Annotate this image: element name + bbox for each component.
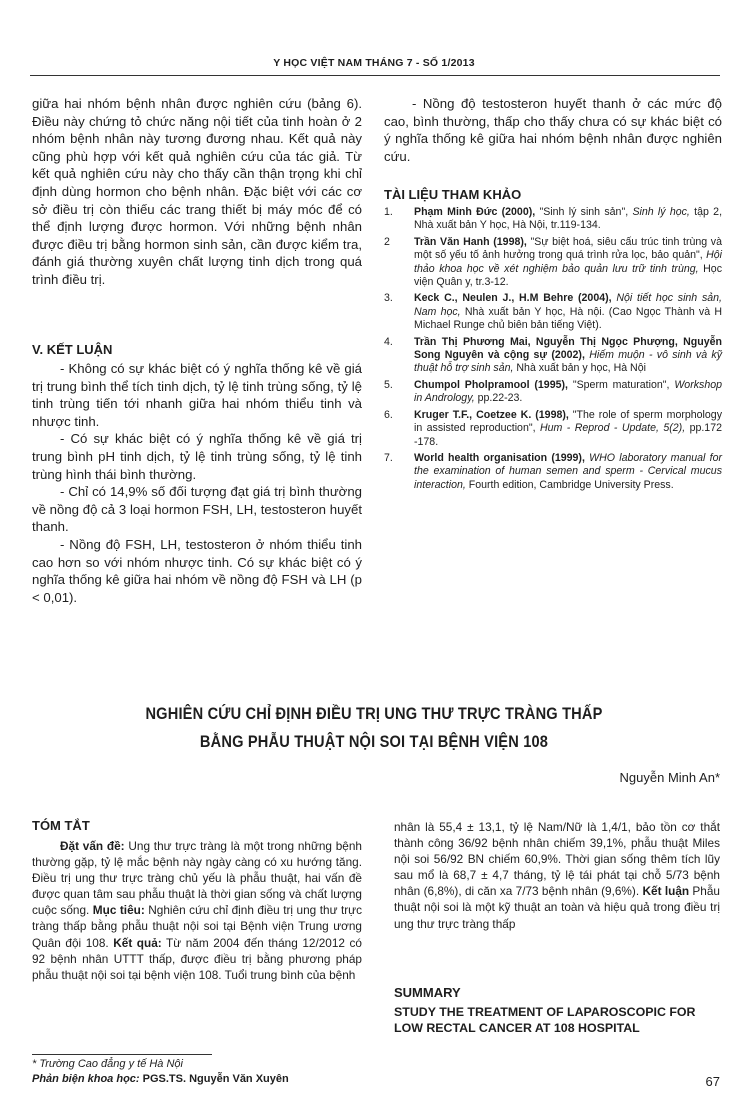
conclusion-heading: V. KẾT LUẬN [32,342,113,357]
conclusion-item: - Có sự khác biệt có ý nghĩa thống kê về giá trị trung bình pH tinh dịch, tỷ lệ tinh trùng sống, tỷ lệ tinh trùng hình thái bình thường. [32,431,362,482]
abstract-heading: TÓM TẮT [32,818,90,833]
conclusion-item: - Chỉ có 14,9% số đối tượng đạt giá trị bình thường về nồng độ cả 3 loại hormon FSH, LH, testosteron huyết thanh. [32,484,362,535]
conclusion-item: - Không có sự khác biệt có ý nghĩa thống kê về giá trị trung bình thể tích tinh dịch, tỷ lệ tinh trùng sống, tỷ lệ tinh trùng tiến tới nhanh giữa hai nhóm thiểu tinh và nhược tinh. [32,361,362,429]
header-divider [30,75,720,76]
journal-header: Y HỌC VIỆT NAM THÁNG 7 - SỐ 1/2013 [273,57,475,69]
references-list [384,206,722,495]
reference-item: 2 Trần Văn Hanh (1998), "Sự biệt hoá, siêu cấu trúc tinh trùng và một số yếu tố ảnh hưởng trong quá trình rửa lọc, bảo quản", Hội thảo khoa học về xét nghiệm bảo quản lưu trữ tinh trùng, Học viện Quân y, tr.3-12. [384,235,722,289]
discussion-paragraph: giữa hai nhóm bệnh nhân được nghiên cứu (bảng 6). Điều này chứng tỏ chức năng nội tiết của tinh hoàn ở 2 nhóm bệnh nhân này tương đương nhau. Kết quả này cũng phù hợp với kết quả nghiên cứu của tác giả. Từ kết quả nghiên cứu này cho thấy cần thận trọng khi chỉ định dùng hormon cho bệnh nhân. Đặc biệt với các cơ sở điều trị còn thiếu các trang thiết bị máy móc để có thể định lượng được hormon. Với những bệnh nhân được điều trị bằng hormon sinh sản, cần được kiểm tra, đánh giá thường xuyên chất lượng tinh dịch trong quá trình điều trị. [32,96,362,287]
conclusion-item-right: - Nồng độ testosteron huyết thanh ở các mức độ cao, bình thường, thấp cho thấy chưa có sự khác biệt có ý nghĩa thống kê giữa hai nhóm bệnh nhân được nghiên cứu. [384,96,722,164]
reference-item: 3. Keck C., Neulen J., H.M Behre (2004), Nội tiết học sinh sản, Nam học, Nhà xuất bản Y học, Hà nội. (Cao Ngọc Thành và H Michael Runge chủ biên bản tiếng Việt). [384,292,722,332]
reference-item: 5. Chumpol Pholpramool (1995), "Sperm maturation", Workshop in Andrology, pp.22-23. [384,378,722,405]
conclusion-list [32,360,362,606]
reference-item: 4. Trần Thị Phương Mai, Nguyễn Thị Ngọc Phượng, Nguyễn Song Nguyên và cộng sự (2002), Hiếm muộn - vô sinh và kỹ thuật hỗ trợ sinh sản, Nhà xuất bản y học, Hà Nội [384,335,722,375]
footnote [32,1057,289,1087]
footnote-divider [32,1054,212,1055]
article-title-line: BẰNG PHẪU THUẬT NỘI SOI TẠI BỆNH VIỆN 108 [199,732,549,751]
article-title-line: NGHIÊN CỨU CHỈ ĐỊNH ĐIỀU TRỊ UNG THƯ TRỰC TRÀNG THẤP [145,704,603,723]
reference-item: 7. World health organisation (1999), WHO laboratory manual for the examination of human semen and sperm - Cervical mucus interaction, Fourth edition, Cambridge University Press. [384,451,722,491]
summary-title: STUDY THE TREATMENT OF LAPAROSCOPIC FOR LOW RECTAL CANCER AT 108 HOSPITAL [394,1005,696,1035]
page-number: 67 [705,1074,720,1089]
summary-heading: SUMMARY [394,985,461,1000]
footnote-reviewer: Phản biện khoa học: PGS.TS. Nguyễn Văn Xuyên [32,1073,289,1085]
article-title [52,700,695,756]
references-heading: TÀI LIỆU THAM KHẢO [384,187,522,202]
footnote-affiliation: * Trường Cao đẳng y tế Hà Nội [32,1058,183,1070]
abstract-paragraph-cont: nhân là 55,4 ± 13,1, tỷ lệ Nam/Nữ là 1,4/1, bảo tồn cơ thắt thành công 36/92 bệnh nhân chiếm 39,1%, phẫu thuật Miles nội soi 56/92 BN chiếm 60,9%. Thời gian sống thêm tích lũy sau mổ là 68,7 ± 4,7 tháng, tỷ lệ tái phát tại chỗ 5/73 bệnh nhân (6,8%), di căn xa 7/73 bệnh nhân (9,6%). Kết luận Phẫu thuật nội soi là một kỹ thuật an toàn và hiệu quả trong điều trị ung thư trực tràng thấp [394,820,720,931]
conclusion-item: - Nồng độ FSH, LH, testosteron ở nhóm thiểu tinh cao hơn so với nhóm nhược tinh. Có sự khác biệt có ý nghĩa thống kê giữa hai nhóm về nồng độ FSH và LH (p < 0,01). [32,536,362,605]
right-column-top [384,95,722,165]
abstract-right [394,819,720,932]
article-author: Nguyễn Minh An* [619,770,720,785]
abstract-paragraph: Đặt vấn đề: Ung thư trực tràng là một trong những bệnh thường gặp, tỷ lệ mắc bệnh này ngày càng có xu hướng tăng. Điều trị ung thư trực tràng chủ yếu là phẫu thuật, hai vấn đề được quan tâm sau phẫu thuật là thời gian sống và chất lượng cuộc sống. Mục tiêu: Nghiên cứu chỉ định điều trị ung thư trực tràng thấp bằng phẫu thuật nội soi tại Bệnh viện Trung ương Quân đội 108. Kết quả: Từ năm 2004 đến tháng 12/2012 có 92 bệnh nhân UTTT thấp, được điều trị bằng phương pháp phẫu thuật nội soi tại bệnh viện 108. Tuổi trung bình của bệnh [32,839,362,982]
reference-item: 6. Kruger T.F., Coetzee K. (1998), "The role of sperm morphology in assisted reproduction", Hum - Reprod - Update, 5(2), pp.172 -178. [384,408,722,448]
reference-item: 1. Phạm Minh Đức (2000), "Sinh lý sinh sản", Sinh lý học, tập 2, Nhà xuất bản Y học, Hà Nội, tr.119-134. [384,206,723,232]
left-column-top [32,95,362,289]
abstract-left [32,838,362,983]
